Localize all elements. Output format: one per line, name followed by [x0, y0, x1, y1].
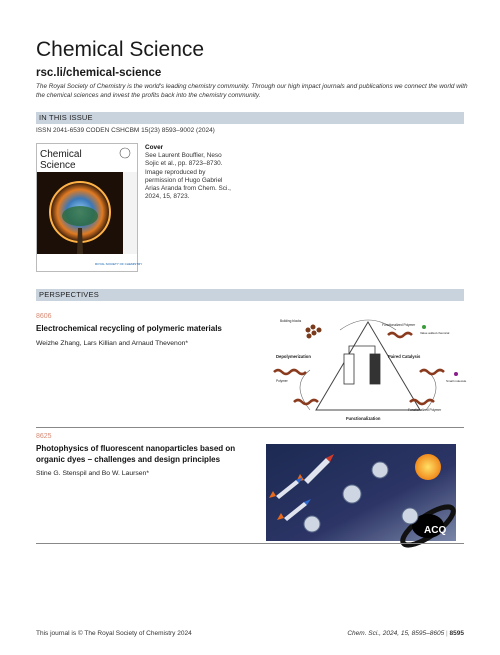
article-authors: Weizhe Zhang, Lars Killian and Arnaud Thevenon*: [36, 340, 189, 347]
article-page-number[interactable]: 8625: [36, 433, 52, 440]
cover-artwork: [37, 144, 143, 271]
article-title-line1[interactable]: Photophysics of fluorescent nanoparticles based on: [36, 444, 236, 453]
figure-label-depolymerization: Depolymerization: [276, 354, 311, 359]
journal-title: Chemical Science: [36, 38, 205, 61]
cover-publisher: ROYAL SOCIETY OF CHEMISTRY: [95, 262, 143, 266]
figure-label-building-blocks: Building blocks: [280, 319, 302, 323]
article-figure-recycling: [270, 310, 466, 425]
intro-text: The Royal Society of Chemistry is the world's leading chemistry community. Through our high impact journals and publications we connect the world with the chemical sciences and invest the profits back into the chemistry community.: [36, 83, 468, 99]
cover-caption-line: permission of Hugo Gabriel: [145, 176, 223, 184]
footer-page-number: 8595: [449, 630, 464, 637]
journal-url[interactable]: rsc.li/chemical-science: [36, 67, 162, 79]
cover-caption-line: Sojic et al., pp. 8723–8730.: [145, 160, 223, 168]
cover-caption-heading: Cover: [145, 144, 164, 151]
article-title[interactable]: Electrochemical recycling of polymeric materials: [36, 324, 222, 333]
cover-title-line1: Chemical: [40, 149, 82, 160]
article-authors: Stine G. Stenspil and Bo W. Laursen*: [36, 470, 149, 477]
issn-line: ISSN 2041-6539 CODEN CSHCBM 15(23) 8593–9002 (2024): [36, 127, 215, 134]
cover-caption-line: 2024, 15, 8723.: [145, 193, 190, 201]
cover-caption: [145, 144, 245, 201]
footer-citation: Chem. Sci., 2024, 15, 8595–8605 | 8595: [347, 630, 464, 637]
cover-caption-line: See Laurent Bouffier, Neso: [145, 152, 222, 160]
sun-icon: [415, 454, 441, 480]
in-this-issue-heading: IN THIS ISSUE: [36, 112, 464, 124]
acq-label: ACQ: [424, 525, 447, 536]
footer-citation-text: Chem. Sci., 2024, 15, 8595–8605: [347, 630, 445, 637]
article-separator: [36, 543, 464, 544]
article-figure-nanoparticles: [266, 444, 456, 541]
footer-copyright: This journal is © The Royal Society of Chemistry 2024: [36, 630, 192, 637]
article-separator: [36, 427, 464, 428]
cover-caption-line: Image reproduced by: [145, 168, 206, 176]
figure-label-functionalized-polymer-2: Functionalized Polymer: [408, 408, 442, 412]
figure-label-value-added: Value added chemical: [420, 331, 450, 335]
figure-label-functionalization: Functionalization: [346, 416, 381, 421]
cover-caption-line: Arias Aranda from Chem. Sci.,: [145, 185, 231, 193]
article-page-number[interactable]: 8606: [36, 313, 52, 320]
article-title-line2[interactable]: organic dyes – challenges and design principles: [36, 455, 221, 464]
perspectives-heading: PERSPECTIVES: [36, 289, 464, 301]
figure-label-paired-catalysis: Paired Catalysis: [388, 354, 421, 359]
cover-image: [36, 143, 143, 272]
figure-label-functionalized-polymer: Functionalized Polymer: [382, 323, 416, 327]
figure-label-small-molecule: Small molecule: [446, 379, 467, 383]
figure-label-polymer: Polymer: [276, 379, 288, 383]
cover-title-line2: Science: [40, 160, 76, 171]
